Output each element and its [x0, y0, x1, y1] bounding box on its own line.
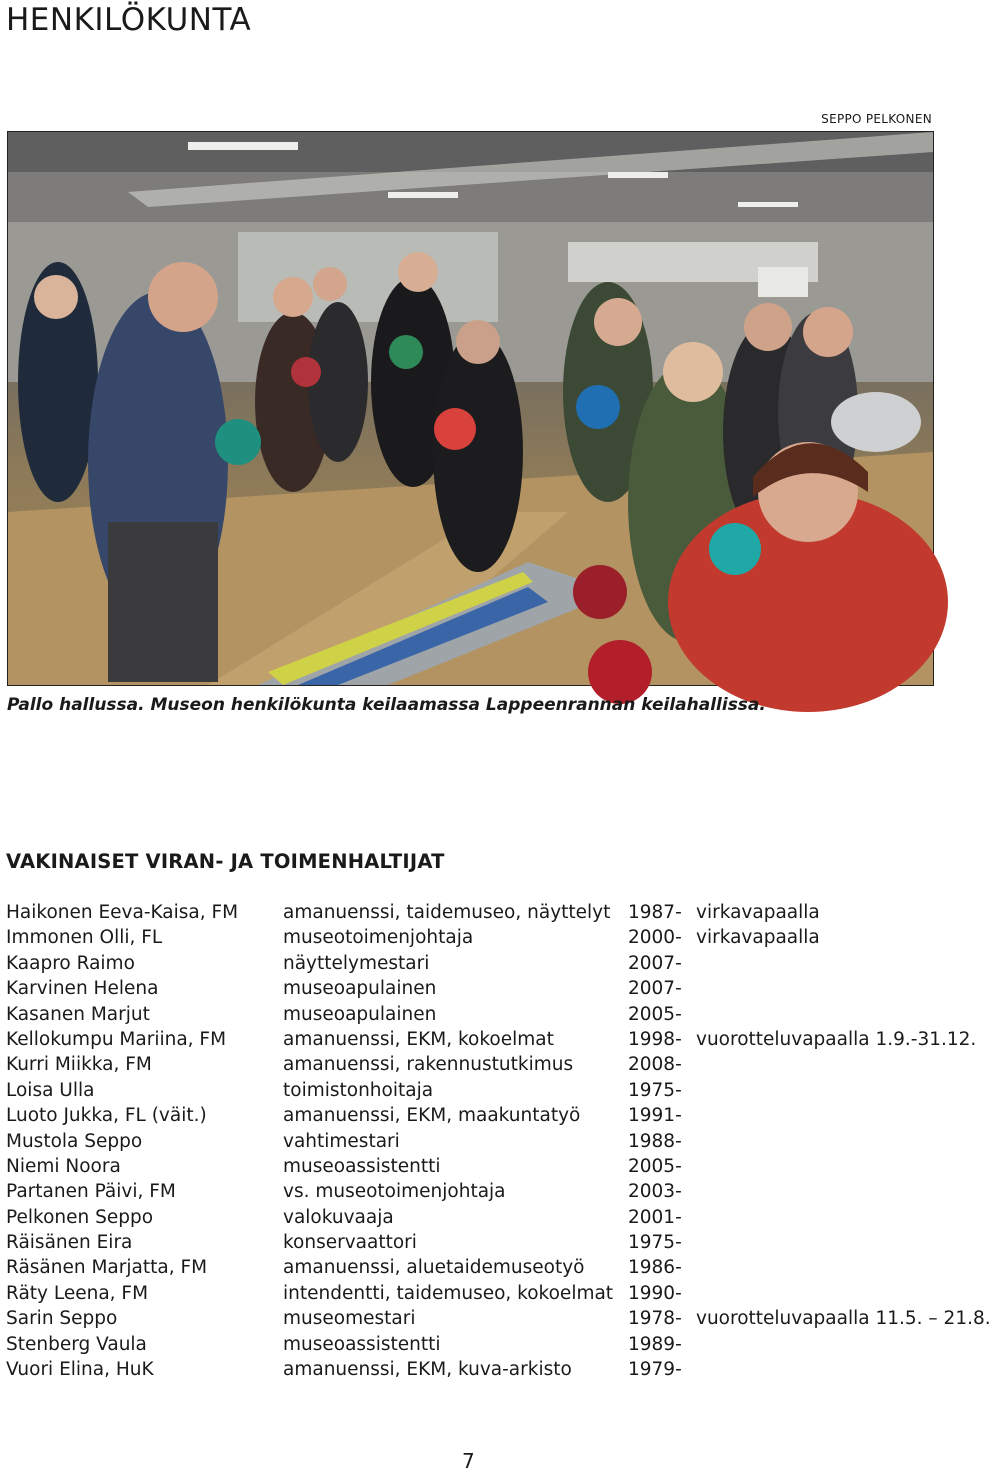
staff-year: 1998-	[628, 1028, 682, 1050]
page-number: 7	[462, 1449, 475, 1473]
staff-year: 2000-	[628, 927, 682, 949]
staff-row	[6, 976, 960, 1001]
staff-row	[6, 1230, 960, 1255]
staff-year: 2005-	[628, 1003, 682, 1025]
staff-name: Kellokumpu Mariina, FM	[6, 1028, 227, 1050]
staff-row	[6, 1332, 960, 1357]
staff-role: intendentti, taidemuseo, kokoelmat	[283, 1282, 614, 1304]
staff-year: 1991-	[628, 1105, 682, 1127]
staff-role: vahtimestari	[283, 1130, 400, 1152]
staff-year: 2001-	[628, 1206, 682, 1228]
staff-year: 2007-	[628, 952, 682, 974]
page-title: HENKILÖKUNTA	[6, 2, 252, 38]
staff-row	[6, 1179, 960, 1204]
staff-name: Sarin Seppo	[6, 1308, 118, 1330]
staff-name: Loisa Ulla	[6, 1079, 95, 1101]
staff-role: museomestari	[283, 1308, 416, 1330]
section-heading: VAKINAISET VIRAN- JA TOIMENHALTIJAT	[6, 850, 445, 873]
staff-role: amanuenssi, EKM, maakuntatyö	[283, 1105, 581, 1127]
staff-name: Pelkonen Seppo	[6, 1206, 154, 1228]
staff-name: Mustola Seppo	[6, 1130, 143, 1152]
staff-name: Luoto Jukka, FL (väit.)	[6, 1105, 207, 1127]
staff-role: näyttelymestari	[283, 952, 430, 974]
staff-role: amanuenssi, rakennustutkimus	[283, 1054, 574, 1076]
staff-row	[6, 1306, 991, 1331]
staff-row	[6, 925, 960, 950]
staff-row	[6, 1052, 960, 1077]
staff-role: museotoimenjohtaja	[283, 927, 474, 949]
staff-note: virkavapaalla	[696, 927, 820, 949]
staff-year: 1979-	[628, 1359, 682, 1381]
staff-role: konservaattori	[283, 1232, 417, 1254]
staff-year: 1987-	[628, 902, 682, 923]
staff-list	[6, 900, 991, 1382]
staff-name: Räisänen Eira	[6, 1232, 133, 1254]
staff-name: Stenberg Vaula	[6, 1333, 147, 1355]
staff-role: valokuvaaja	[283, 1206, 394, 1228]
staff-year: 2007-	[628, 978, 682, 1000]
bowling-group-photo	[7, 131, 934, 686]
staff-name: Niemi Noora	[6, 1155, 121, 1177]
staff-row	[6, 1255, 960, 1280]
staff-year: 2008-	[628, 1054, 682, 1076]
staff-year: 1986-	[628, 1257, 682, 1279]
staff-year: 1978-	[628, 1308, 682, 1330]
staff-row	[6, 1154, 960, 1179]
staff-row	[6, 1078, 960, 1103]
staff-year: 1975-	[628, 1232, 682, 1254]
staff-name: Partanen Päivi, FM	[6, 1181, 176, 1203]
staff-year: 2005-	[628, 1155, 682, 1177]
staff-year: 1975-	[628, 1079, 682, 1101]
staff-role: museoapulainen	[283, 1003, 437, 1025]
staff-role: amanuenssi, aluetaidemuseotyö	[283, 1257, 585, 1279]
staff-name: Räsänen Marjatta, FM	[6, 1257, 208, 1279]
staff-note: vuorotteluvapaalla 11.5. – 21.8.	[696, 1308, 991, 1330]
staff-row	[6, 1103, 960, 1128]
staff-name: Karvinen Helena	[6, 978, 159, 1000]
staff-role: museoassistentti	[283, 1155, 441, 1177]
staff-row	[6, 1357, 960, 1382]
photo-credit: SEPPO PELKONEN	[821, 112, 932, 126]
staff-name: Kurri Miikka, FM	[6, 1054, 152, 1076]
staff-role: museoapulainen	[283, 978, 437, 1000]
staff-row	[6, 951, 960, 976]
staff-role: amanuenssi, taidemuseo, näyttelyt	[283, 902, 611, 923]
staff-name: Räty Leena, FM	[6, 1282, 149, 1304]
staff-name: Kaapro Raimo	[6, 952, 135, 974]
staff-role: vs. museotoimenjohtaja	[283, 1181, 506, 1203]
photo-caption: Pallo hallussa. Museon henkilökunta keilaamassa Lappeenrannan keilahallissa.	[7, 695, 766, 715]
staff-note: virkavapaalla	[696, 902, 820, 923]
staff-row	[6, 1002, 960, 1027]
staff-year: 1990-	[628, 1282, 682, 1304]
staff-role: museoassistentti	[283, 1333, 441, 1355]
staff-year: 2003-	[628, 1181, 682, 1203]
staff-row	[6, 1281, 960, 1306]
staff-row	[6, 900, 960, 925]
staff-role: toimistonhoitaja	[283, 1079, 434, 1101]
staff-year: 1989-	[628, 1333, 682, 1355]
staff-year: 1988-	[628, 1130, 682, 1152]
staff-role: amanuenssi, EKM, kokoelmat	[283, 1028, 554, 1050]
staff-row	[6, 1129, 960, 1154]
staff-name: Immonen Olli, FL	[6, 927, 163, 949]
staff-role: amanuenssi, EKM, kuva-arkisto	[283, 1359, 572, 1381]
staff-name: Vuori Elina, HuK	[6, 1359, 154, 1381]
staff-name: Haikonen Eeva-Kaisa, FM	[6, 902, 239, 923]
staff-note: vuorotteluvapaalla 1.9.-31.12.	[696, 1028, 977, 1050]
photo-illustration	[8, 132, 933, 685]
staff-row	[6, 1205, 960, 1230]
staff-name: Kasanen Marjut	[6, 1003, 150, 1025]
staff-row	[6, 1027, 977, 1052]
